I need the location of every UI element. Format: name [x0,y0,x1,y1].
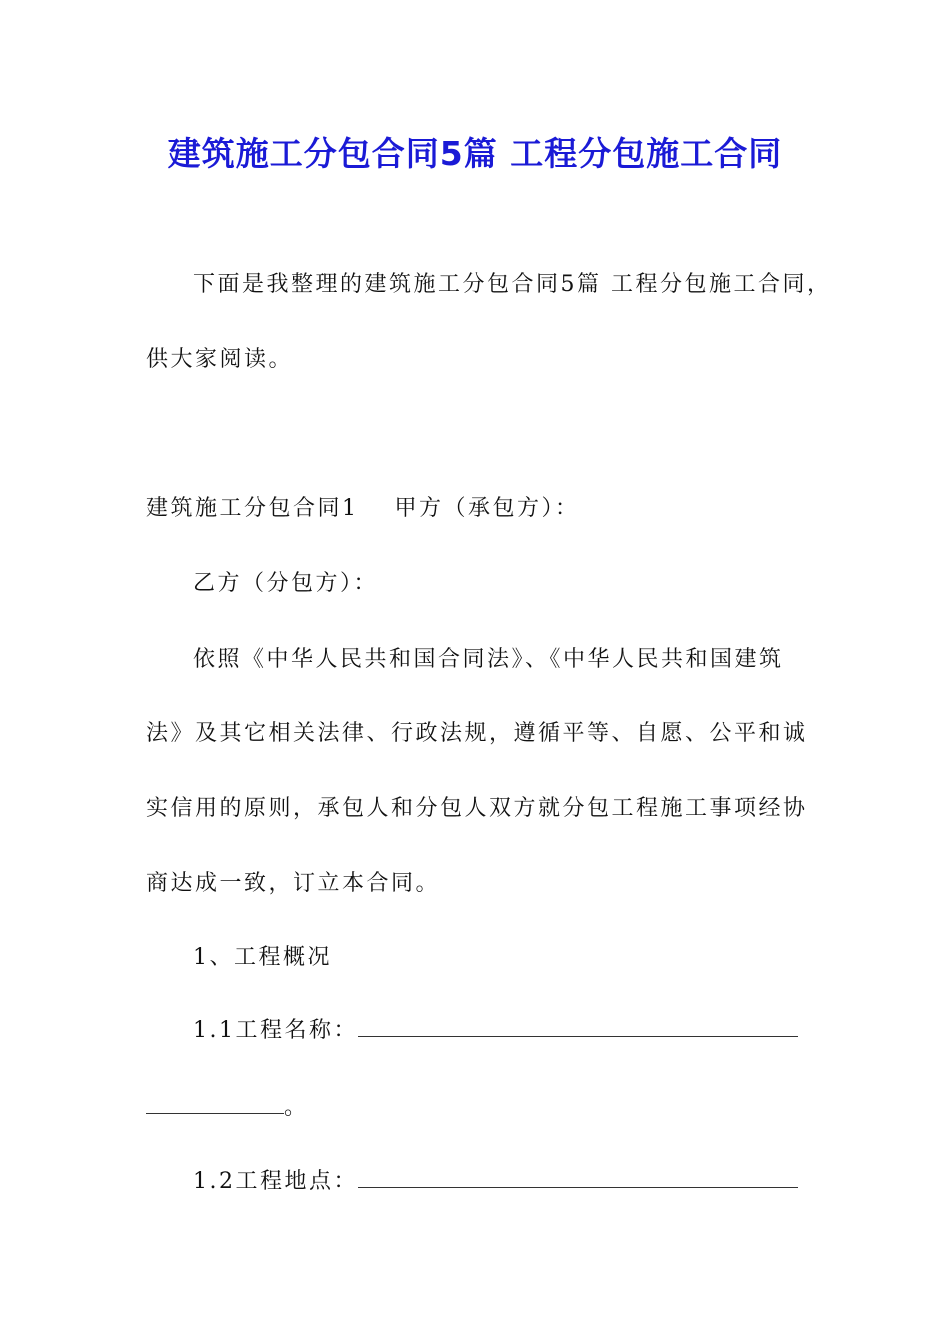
contract-para-line-2: 法》及其它相关法律、行政法规，遵循平等、自愿、公平和诚 [146,721,808,746]
item-1-2-label: 1.2工程地点： [193,1169,358,1194]
section-1-heading: 1、工程概况 [193,945,332,970]
contract-para-line-4: 商达成一致，订立本合同。 [146,871,441,896]
contract-para-line-3: 实信用的原则，承包人和分包人双方就分包工程施工事项经协 [146,796,808,821]
item-1-1-continuation [146,1093,309,1123]
contract-para-line-1: 依照《中华人民共和国合同法》、《中华人民共和国建筑 [193,647,784,672]
party-a-label: 甲方（承包方）： [394,496,580,521]
project-location-blank [358,1169,798,1188]
contract-heading-line [146,494,580,524]
contract-heading: 建筑施工分包合同1 [146,496,359,521]
project-name-blank [358,1018,798,1037]
item-1-1-label: 1.1工程名称： [193,1018,358,1043]
intro-line-2: 供大家阅读。 [146,347,294,372]
document-title: 建筑施工分包合同5篇 工程分包施工合同 [167,134,783,173]
item-1-1-tail: 。 [284,1095,309,1120]
intro-line-1: 下面是我整理的建筑施工分包合同5篇 工程分包施工合同， [193,272,832,297]
item-1-2-line [193,1167,798,1197]
item-1-1-line [193,1016,798,1046]
project-name-blank-continued [146,1095,284,1114]
party-b-label: 乙方（分包方）： [193,571,379,596]
